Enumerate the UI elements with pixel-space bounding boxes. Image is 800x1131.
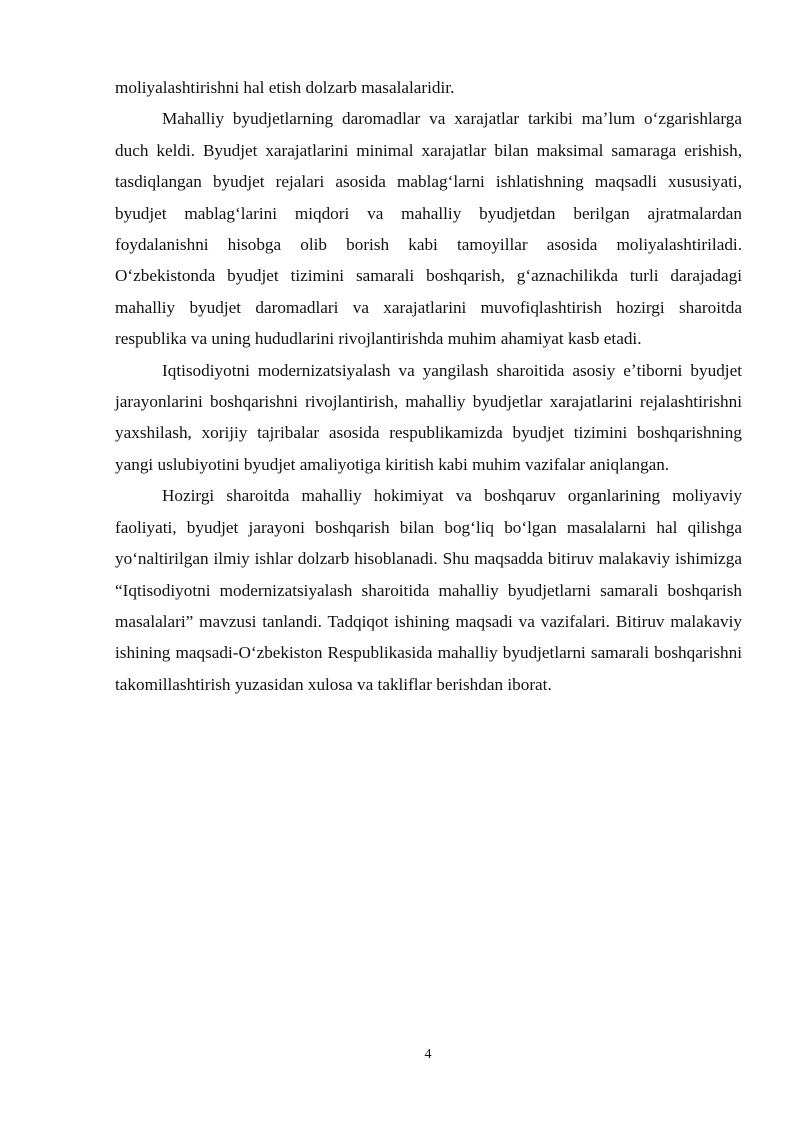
body-text xyxy=(115,72,742,700)
paragraph-modernization: Iqtisodiyotni modernizatsiyalash va yangilash sharoitida asosiy eʼtiborni byudjet jarayonlarini boshqarishni rivojlantirish, mahalliy byudjetlar xarajatlarini rejalashtirishni yaxshilash, xorijiy tajribalar asosida respublikamizda byudjet tizimini boshqarishning yangi uslubiyotini byudjet amaliyotiga kiritish kabi muhim vazifalar aniqlangan. xyxy=(115,360,742,474)
paragraph-research-goal: Hozirgi sharoitda mahalliy hokimiyat va boshqaruv organlarining moliyaviy faoliyati, byudjet jarayoni boshqarish bilan bogʻliq boʻlgan masalalarni hal qilishga yoʻnaltirilgan ilmiy ishlar dolzarb hisoblanadi. Shu maqsadda bitiruv malakaviy ishimizga “Iqtisodiyotni modernizatsiyalash sharoitida mahalliy byudjetlarni samarali boshqarish masalalari” mavzusi tanlandi. Tadqiqot ishining maqsadi va vazifalari. Bitiruv malakaviy ishining maqsadi-Oʻzbekiston Respublikasida mahalliy byudjetlarni samarali boshqarishni takomillashtirish yuzasidan xulosa va takliflar berishdan iborat. xyxy=(115,486,742,694)
paragraph-budget-structure: Mahalliy byudjetlarning daromadlar va xarajatlar tarkibi maʼlum oʻzgarishlarga duch keldi. Byudjet xarajatlarini minimal xarajatlar bilan maksimal samaraga erishish, tasdiqlangan byudjet rejalari asosida mablagʻlarni ishlatishning maqsadli xususiyati, byudjet mablagʻlarini miqdori va mahalliy byudjetdan berilgan ajratmalardan foydalanishni hisobga olib borish kabi tamoyillar asosida moliyalashtiriladi. Oʻzbekistonda byudjet tizimini samarali boshqarish, gʻaznachilikda turli darajadagi mahalliy byudjet daromadlari va xarajatlarini muvofiqlashtirish hozirgi sharoitda respublika va uning hududlarini rivojlantirishda muhim ahamiyat kasb etadi. xyxy=(115,109,742,349)
page-number: 4 xyxy=(424,1047,432,1062)
paragraph-continuation: moliyalashtirishni hal etish dolzarb masalalaridir. xyxy=(115,78,455,97)
